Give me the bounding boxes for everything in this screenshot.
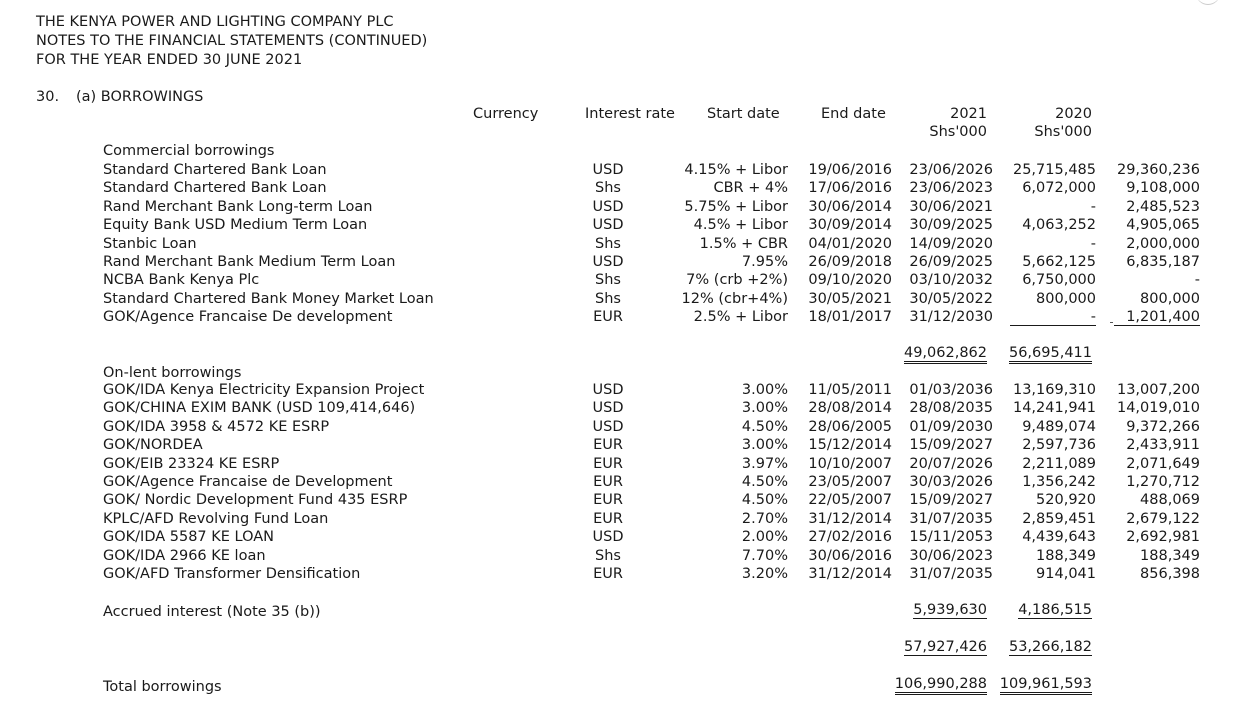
margin-mark <box>1110 322 1113 323</box>
interest-rate-cell: 7% (crb +2%) <box>686 272 788 289</box>
onlent-borrowing-row <box>103 436 1200 454</box>
amount-2020-cell: 13,007,200 <box>1116 382 1200 398</box>
interest-rate-cell: 4.15% + Libor <box>684 162 788 178</box>
start-date-cell: 30/06/2016 <box>808 547 892 564</box>
currency-cell: USD <box>592 254 624 271</box>
amount-2020-cell: 2,485,523 <box>1126 198 1200 215</box>
end-date-cell: 01/09/2030 <box>909 418 993 435</box>
interest-rate-cell: 2.5% + Libor <box>693 309 788 326</box>
start-date-cell: 11/05/2011 <box>808 382 892 398</box>
onlent-borrowing-row <box>103 528 1200 546</box>
onlent-borrowing-row <box>103 455 1200 473</box>
currency-cell: USD <box>592 217 624 234</box>
end-date-cell: 31/07/2035 <box>909 566 993 583</box>
end-date-cell: 30/05/2022 <box>909 290 993 307</box>
start-date-cell: 30/06/2014 <box>808 198 892 215</box>
loan-name: Stanbic Loan <box>103 235 197 252</box>
currency-cell: Shs <box>595 235 621 252</box>
amount-2020-cell: 14,019,010 <box>1116 400 1200 417</box>
total-borrowings-2020: 109,961,593 <box>992 675 1092 693</box>
amount-2020-cell: 2,000,000 <box>1126 235 1200 252</box>
end-date-cell: 01/03/2036 <box>909 382 993 398</box>
currency-cell: EUR <box>593 510 623 527</box>
start-date-cell: 04/01/2020 <box>808 235 892 252</box>
amount-2020-cell: 2,071,649 <box>1126 455 1200 472</box>
amount-2021-cell: - <box>1090 235 1096 252</box>
company-name: THE KENYA POWER AND LIGHTING COMPANY PLC <box>36 14 394 30</box>
end-date-cell: 28/08/2035 <box>909 400 993 417</box>
col-header-start-date: Start date <box>707 106 780 122</box>
start-date-cell: 31/12/2014 <box>808 566 892 583</box>
currency-cell: USD <box>592 198 624 215</box>
commercial-borrowing-row <box>103 161 1200 179</box>
end-date-cell: 31/07/2035 <box>909 510 993 527</box>
start-date-cell: 30/09/2014 <box>808 217 892 234</box>
end-date-cell: 31/12/2030 <box>909 309 993 326</box>
amount-2020-cell: 856,398 <box>1140 566 1200 583</box>
currency-cell: EUR <box>593 492 623 509</box>
loan-name: GOK/CHINA EXIM BANK (USD 109,414,646) <box>103 400 416 417</box>
page-corner-decoration <box>1196 0 1220 5</box>
amount-2021-cell: 914,041 <box>1036 566 1096 583</box>
total-borrowings-label: Total borrowings <box>103 679 222 695</box>
end-date-cell: 20/07/2026 <box>909 455 993 472</box>
end-date-cell: 30/03/2026 <box>909 474 993 491</box>
loan-name: Rand Merchant Bank Long-term Loan <box>103 198 373 215</box>
col-header-2021: 2021 <box>950 106 987 122</box>
interest-rate-cell: 12% (cbr+4%) <box>681 290 788 307</box>
currency-cell: EUR <box>593 455 623 472</box>
amount-2020-cell: 6,835,187 <box>1126 254 1200 271</box>
currency-cell: USD <box>592 400 624 417</box>
note-title: (a) BORROWINGS <box>76 89 204 105</box>
onlent-borrowing-row <box>103 418 1200 436</box>
col-unit-2021: Shs'000 <box>929 124 987 140</box>
loan-name: Standard Chartered Bank Money Market Loan <box>103 290 434 307</box>
amount-2021-cell: 800,000 <box>1036 290 1096 307</box>
currency-cell: EUR <box>593 309 623 326</box>
amount-2021-cell: 13,169,310 <box>1012 382 1096 398</box>
amount-2020-cell: 188,349 <box>1140 547 1200 564</box>
onlent-total-2021: 57,927,426 <box>903 639 987 655</box>
section-heading-onlent: On-lent borrowings <box>103 365 242 381</box>
commercial-borrowing-row <box>103 198 1200 216</box>
interest-rate-cell: 1.5% + CBR <box>699 235 788 252</box>
amount-2021-cell: 2,597,736 <box>1022 437 1096 454</box>
accrued-interest-label: Accrued interest (Note 35 (b)) <box>103 604 321 620</box>
accrued-interest-2020: 4,186,515 <box>1018 602 1092 618</box>
amount-2021-cell: 5,662,125 <box>1022 254 1096 271</box>
interest-rate-cell: 7.70% <box>741 547 788 564</box>
loan-name: GOK/Agence Francaise de Development <box>103 474 393 491</box>
amount-2021-cell: 14,241,941 <box>1012 400 1096 417</box>
end-date-cell: 03/10/2032 <box>909 272 993 289</box>
end-date-cell: 26/09/2025 <box>909 254 993 271</box>
currency-cell: EUR <box>593 437 623 454</box>
amount-2021-cell: 1,356,242 <box>1022 474 1096 491</box>
interest-rate-cell: 4.50% <box>741 418 788 435</box>
end-date-cell: 14/09/2020 <box>909 235 993 252</box>
start-date-cell: 31/12/2014 <box>808 510 892 527</box>
amount-2021-cell: 4,063,252 <box>1022 217 1096 234</box>
loan-name: NCBA Bank Kenya Plc <box>103 272 260 289</box>
start-date-cell: 18/01/2017 <box>808 309 892 326</box>
interest-rate-cell: 3.97% <box>741 455 788 472</box>
commercial-borrowing-row <box>103 216 1200 234</box>
amount-2021-cell: 6,072,000 <box>1022 180 1096 197</box>
amount-2020-cell: - <box>1194 272 1200 289</box>
commercial-borrowings-table <box>103 161 1200 327</box>
end-date-cell: 30/06/2021 <box>909 198 993 215</box>
currency-cell: USD <box>592 418 624 435</box>
amount-2021-cell: 2,211,089 <box>1022 455 1096 472</box>
loan-name: Standard Chartered Bank Loan <box>103 180 327 197</box>
start-date-cell: 19/06/2016 <box>808 162 892 178</box>
reporting-period: FOR THE YEAR ENDED 30 JUNE 2021 <box>36 52 303 68</box>
commercial-borrowing-row <box>103 235 1200 253</box>
interest-rate-cell: CBR + 4% <box>713 180 788 197</box>
start-date-cell: 22/05/2007 <box>808 492 892 509</box>
commercial-total-2021: 49,062,862 <box>897 344 987 362</box>
start-date-cell: 23/05/2007 <box>808 474 892 491</box>
end-date-cell: 15/09/2027 <box>909 437 993 454</box>
interest-rate-cell: 4.50% <box>741 474 788 491</box>
loan-name: Equity Bank USD Medium Term Loan <box>103 217 368 234</box>
loan-name: GOK/IDA Kenya Electricity Expansion Project <box>103 382 425 398</box>
onlent-borrowing-row <box>103 399 1200 417</box>
col-header-interest-rate: Interest rate <box>585 106 675 122</box>
interest-rate-cell: 5.75% + Libor <box>684 198 788 215</box>
loan-name: GOK/AFD Transformer Densification <box>103 566 361 583</box>
currency-cell: USD <box>592 162 624 178</box>
interest-rate-cell: 2.00% <box>741 529 788 546</box>
amount-2021-cell: 2,859,451 <box>1022 510 1096 527</box>
amount-2021-cell: 6,750,000 <box>1022 272 1096 289</box>
commercial-total-2020: 56,695,411 <box>1002 344 1092 362</box>
amount-2021-cell: 4,439,643 <box>1022 529 1096 546</box>
commercial-borrowing-row <box>103 253 1200 271</box>
interest-rate-cell: 2.70% <box>741 510 788 527</box>
amount-2021-cell: 9,489,074 <box>1022 418 1096 435</box>
currency-cell: USD <box>592 529 624 546</box>
end-date-cell: 15/11/2053 <box>909 529 993 546</box>
onlent-borrowing-row <box>103 510 1200 528</box>
start-date-cell: 27/02/2016 <box>808 529 892 546</box>
commercial-borrowing-row <box>103 290 1200 308</box>
amount-2020-cell: 9,108,000 <box>1126 180 1200 197</box>
currency-cell: USD <box>592 382 624 398</box>
loan-name: GOK/Agence Francaise De development <box>103 309 393 326</box>
onlent-borrowings-table <box>103 381 1200 583</box>
amount-2021-cell: 520,920 <box>1036 492 1096 509</box>
amount-2020-cell: 2,433,911 <box>1126 437 1200 454</box>
interest-rate-cell: 3.00% <box>741 437 788 454</box>
amount-2020-cell: 1,201,400 <box>1106 308 1200 326</box>
col-header-currency: Currency <box>473 106 539 122</box>
amount-2021-cell: - <box>1090 198 1096 215</box>
onlent-total-2020: 53,266,182 <box>1008 639 1092 655</box>
currency-cell: Shs <box>595 180 621 197</box>
interest-rate-cell: 4.5% + Libor <box>693 217 788 234</box>
accrued-interest-2021: 5,939,630 <box>913 602 987 618</box>
onlent-borrowing-row <box>103 547 1200 565</box>
start-date-cell: 09/10/2020 <box>808 272 892 289</box>
end-date-cell: 30/06/2023 <box>909 547 993 564</box>
currency-cell: EUR <box>593 566 623 583</box>
currency-cell: Shs <box>595 290 621 307</box>
interest-rate-cell: 3.20% <box>741 566 788 583</box>
start-date-cell: 28/08/2014 <box>808 400 892 417</box>
amount-2020-cell: 2,692,981 <box>1126 529 1200 546</box>
col-unit-2020: Shs'000 <box>1034 124 1092 140</box>
amount-2020-cell: 2,679,122 <box>1126 510 1200 527</box>
end-date-cell: 23/06/2026 <box>909 162 993 178</box>
document-subtitle: NOTES TO THE FINANCIAL STATEMENTS (CONTINUED) <box>36 33 428 49</box>
end-date-cell: 30/09/2025 <box>909 217 993 234</box>
col-header-end-date: End date <box>821 106 886 122</box>
onlent-borrowing-row <box>103 491 1200 509</box>
start-date-cell: 17/06/2016 <box>808 180 892 197</box>
interest-rate-cell: 3.00% <box>741 382 788 398</box>
loan-name: GOK/NORDEA <box>103 437 203 454</box>
interest-rate-cell: 4.50% <box>741 492 788 509</box>
amount-2020-cell: 9,372,266 <box>1126 418 1200 435</box>
start-date-cell: 30/05/2021 <box>808 290 892 307</box>
loan-name: Standard Chartered Bank Loan <box>103 162 327 178</box>
commercial-borrowing-row <box>103 308 1200 326</box>
start-date-cell: 15/12/2014 <box>808 437 892 454</box>
start-date-cell: 26/09/2018 <box>808 254 892 271</box>
start-date-cell: 28/06/2005 <box>808 418 892 435</box>
interest-rate-cell: 3.00% <box>741 400 788 417</box>
currency-cell: EUR <box>593 474 623 491</box>
commercial-borrowing-row <box>103 179 1200 197</box>
currency-cell: Shs <box>595 547 621 564</box>
amount-2020-cell: 29,360,236 <box>1116 162 1200 178</box>
loan-name: KPLC/AFD Revolving Fund Loan <box>103 510 329 527</box>
amount-2020-cell: 1,270,712 <box>1126 474 1200 491</box>
start-date-cell: 10/10/2007 <box>808 455 892 472</box>
loan-name: GOK/EIB 23324 KE ESRP <box>103 455 280 472</box>
loan-name: Rand Merchant Bank Medium Term Loan <box>103 254 396 271</box>
end-date-cell: 15/09/2027 <box>909 492 993 509</box>
amount-2021-cell: - <box>1001 308 1106 326</box>
onlent-borrowing-row <box>103 381 1200 399</box>
col-header-2020: 2020 <box>1055 106 1092 122</box>
amount-2021-cell: 188,349 <box>1036 547 1096 564</box>
currency-cell: Shs <box>595 272 621 289</box>
loan-name: GOK/IDA 2966 KE loan <box>103 547 266 564</box>
onlent-borrowing-row <box>103 565 1200 583</box>
onlent-borrowing-row <box>103 473 1200 491</box>
amount-2020-cell: 800,000 <box>1140 290 1200 307</box>
amount-2020-cell: 488,069 <box>1140 492 1200 509</box>
loan-name: GOK/IDA 5587 KE LOAN <box>103 529 275 546</box>
amount-2020-cell: 4,905,065 <box>1126 217 1200 234</box>
loan-name: GOK/IDA 3958 & 4572 KE ESRP <box>103 418 330 435</box>
loan-name: GOK/ Nordic Development Fund 435 ESRP <box>103 492 408 509</box>
section-heading-commercial: Commercial borrowings <box>103 143 275 159</box>
note-number: 30. <box>36 89 60 105</box>
commercial-borrowing-row <box>103 271 1200 289</box>
total-borrowings-2021: 106,990,288 <box>887 675 987 693</box>
interest-rate-cell: 7.95% <box>741 254 788 271</box>
end-date-cell: 23/06/2023 <box>909 180 993 197</box>
amount-2021-cell: 25,715,485 <box>1012 162 1096 178</box>
